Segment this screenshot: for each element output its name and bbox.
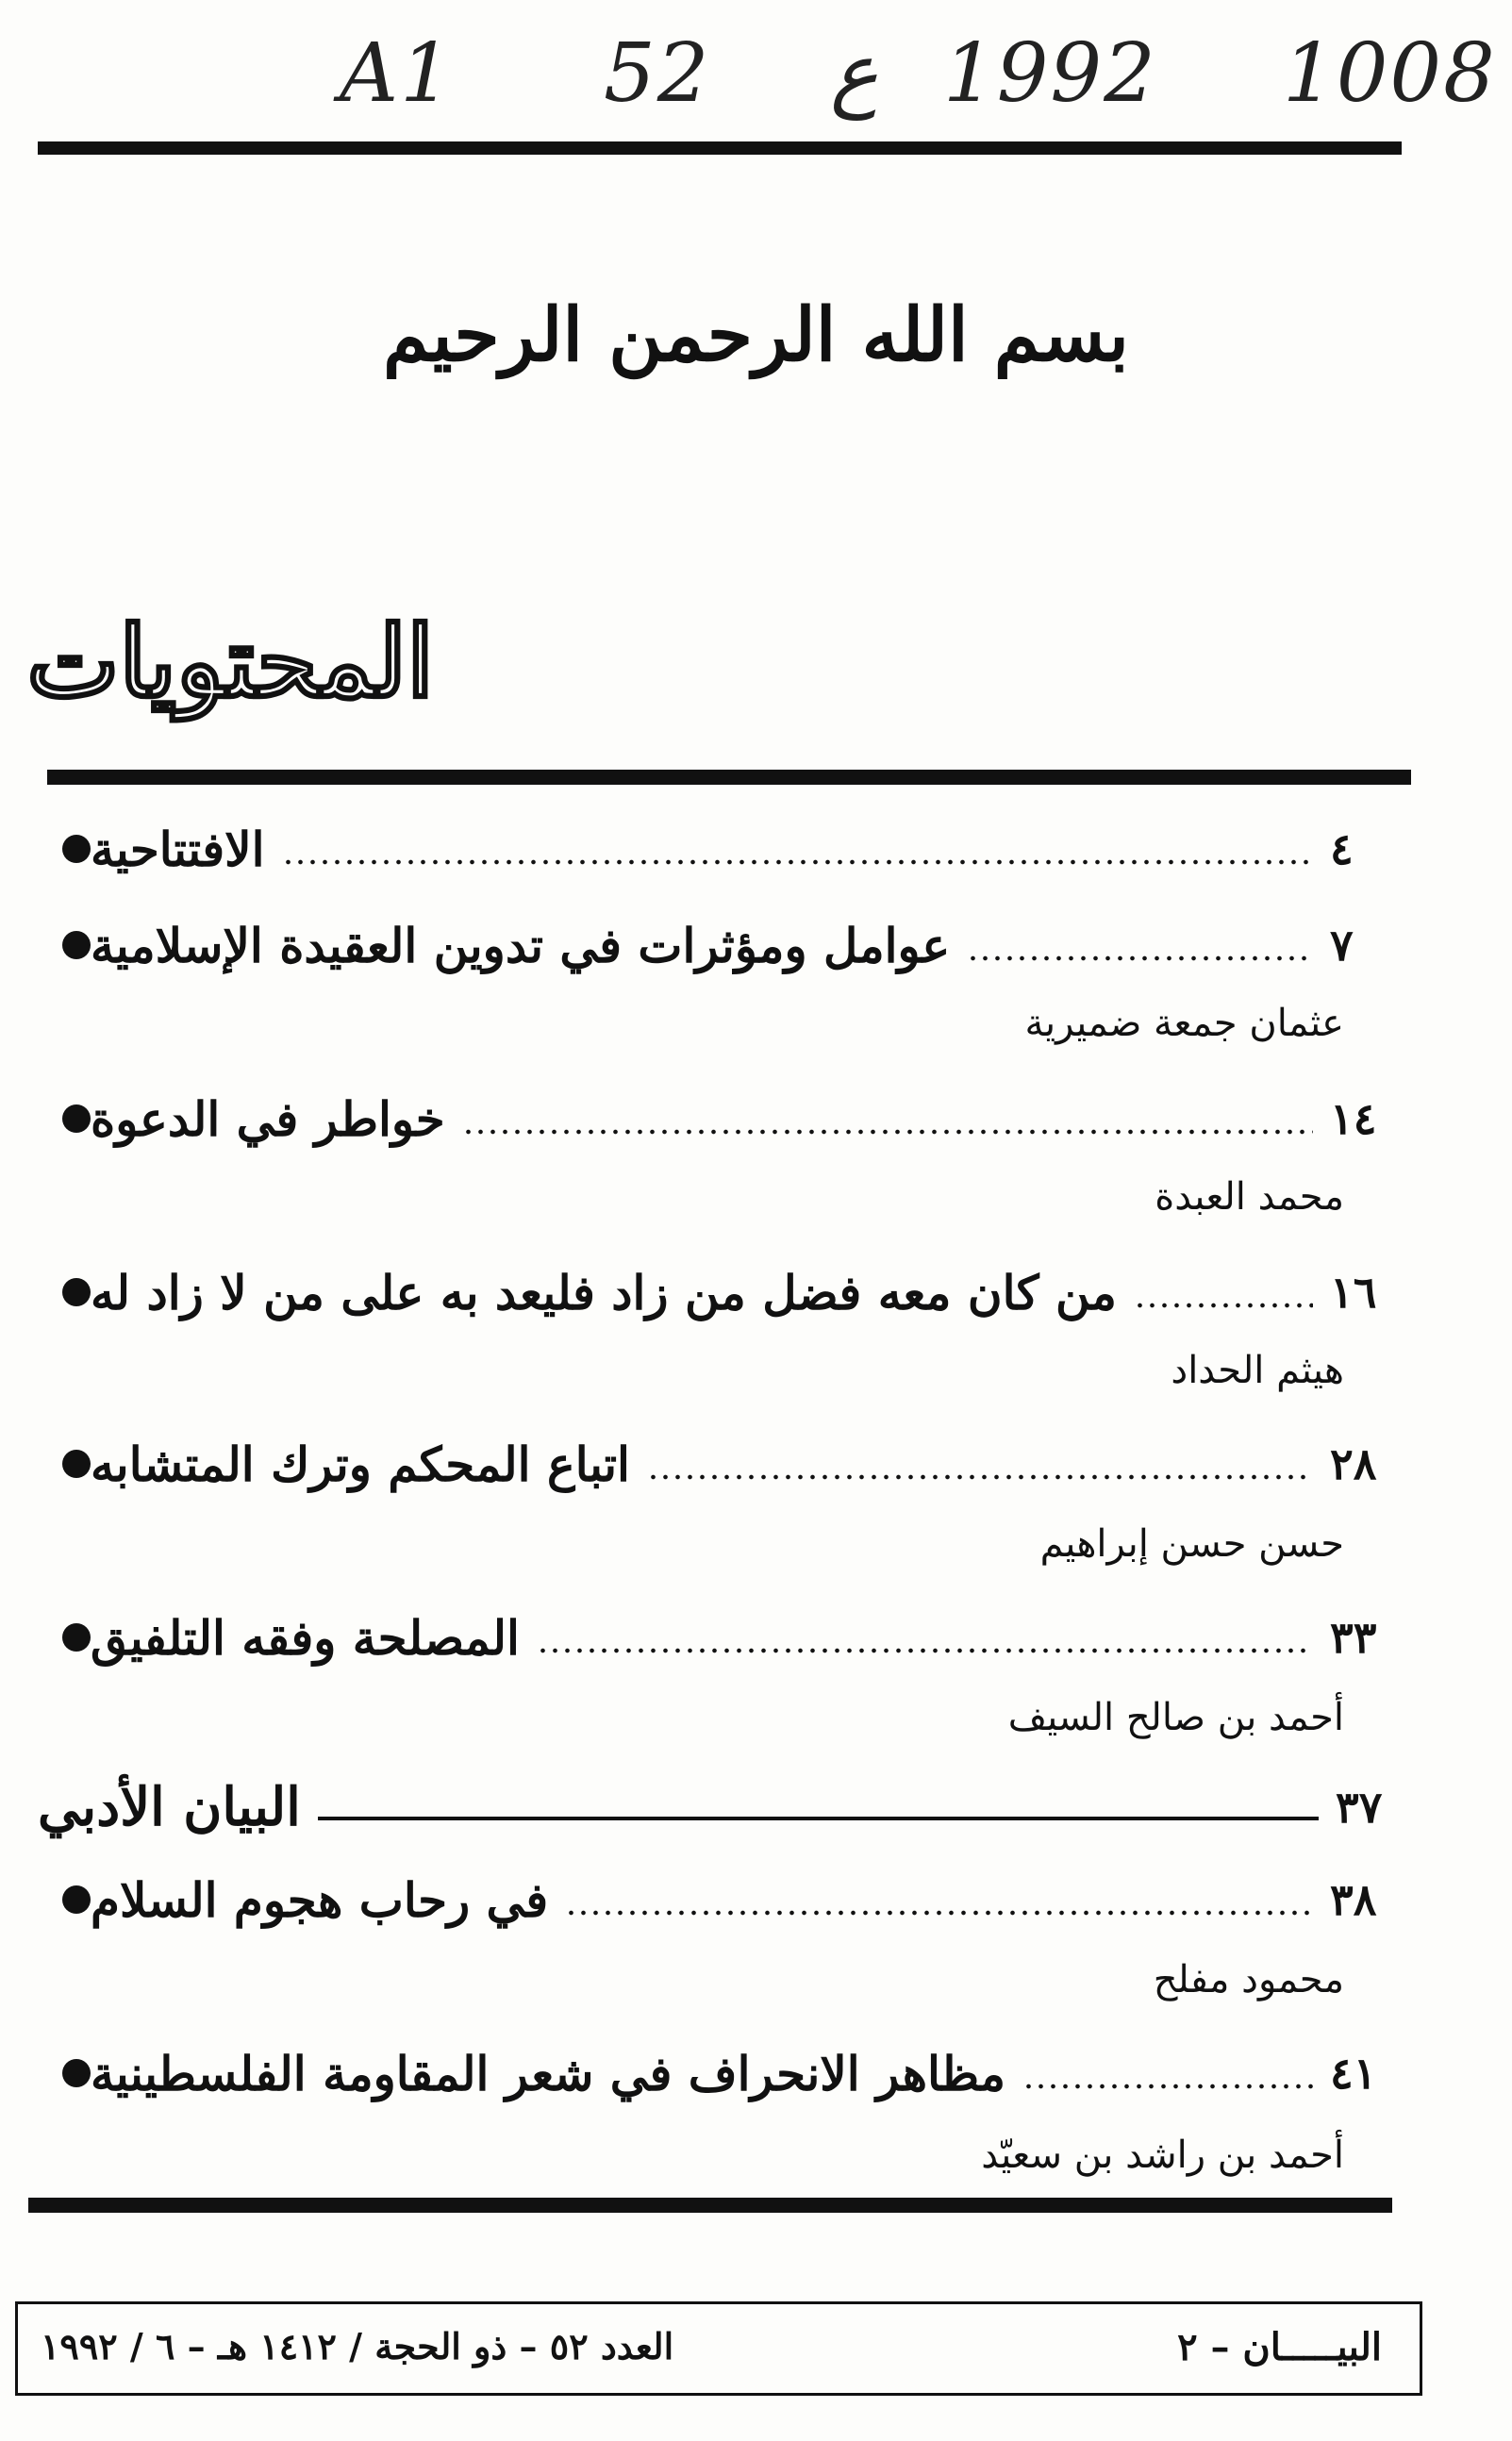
toc-entry[interactable]	[38, 1254, 1396, 1330]
bullet-icon	[62, 1104, 91, 1133]
toc-entry-title: في رحاب هجوم السلام	[91, 1871, 549, 1928]
handwritten-code-5: 1008	[1283, 26, 1497, 121]
section-heading-page: ٣٧	[1336, 1782, 1383, 1833]
toc-entry-page: ٢٨	[1330, 1438, 1377, 1489]
toc-entry-title: المصلحة وفقه التلفيق	[91, 1609, 520, 1666]
toc-entry[interactable]	[38, 1862, 1396, 1937]
toc-entry-page: ٣٣	[1330, 1612, 1377, 1663]
bottom-rule	[28, 2198, 1392, 2213]
bullet-icon	[62, 1278, 91, 1306]
handwritten-code-2: 52	[604, 26, 711, 121]
toc-entry[interactable]	[38, 1081, 1396, 1156]
leader-dots	[967, 955, 1313, 961]
leader-dots	[282, 859, 1313, 865]
leader-dots	[647, 1474, 1313, 1480]
bullet-icon	[62, 2059, 91, 2087]
bullet-icon	[62, 1623, 91, 1652]
section-leader-line	[318, 1817, 1319, 1820]
toc-entry[interactable]	[38, 1600, 1396, 1675]
leader-dots	[565, 1910, 1313, 1916]
toc-entry-page: ٣٨	[1330, 1874, 1377, 1925]
handwritten-code-4: 1992	[943, 26, 1157, 121]
toc-entry-title: عوامل ومؤثرات في تدوين العقيدة الإسلامية	[91, 917, 951, 973]
footer-journal-page: البيـــــان – ٢	[1177, 2325, 1382, 2369]
bullet-icon	[62, 1885, 91, 1914]
bullet-icon	[62, 835, 91, 863]
section-heading[interactable]	[38, 1769, 1402, 1845]
leader-dots	[537, 1648, 1313, 1653]
toc-entry[interactable]	[38, 907, 1396, 983]
basmala: بسم الله الرحمن الرحيم	[382, 292, 1130, 378]
footer	[15, 2301, 1422, 2396]
toc-entry[interactable]	[38, 1426, 1396, 1502]
toc-entry-author: محمد العبدة	[1155, 1175, 1344, 1219]
toc-entry-author: أحمد بن صالح السيف	[1007, 1696, 1344, 1739]
toc-entry[interactable]	[38, 2035, 1396, 2111]
toc-entry-page: ١٤	[1330, 1093, 1377, 1144]
toc-entry-author: هيثم الحداد	[1171, 1349, 1344, 1392]
handwritten-code-1: A1	[340, 26, 454, 121]
toc-entry-page: ٤	[1330, 823, 1354, 874]
toc-entry-page: ٧	[1330, 920, 1354, 971]
toc-entry-title: من كان معه فضل من زاد فليعد به على من لا زاد له	[91, 1264, 1117, 1320]
toc-entry-title: الافتتاحية	[91, 821, 265, 877]
leader-dots	[1134, 1303, 1313, 1308]
toc-entry-title: مظاهر الانحراف في شعر المقاومة الفلسطينية	[91, 2045, 1006, 2101]
toc-entry-page: ٤١	[1330, 2048, 1377, 2099]
toc-entry-author: محمود مفلح	[1153, 1958, 1344, 2001]
leader-dots	[1022, 2084, 1313, 2089]
top-rule	[38, 141, 1402, 155]
bullet-icon	[62, 931, 91, 959]
bullet-icon	[62, 1450, 91, 1478]
toc-entry-title: اتباع المحكم وترك المتشابه	[91, 1436, 630, 1492]
toc-entry-page: ١٦	[1330, 1267, 1377, 1318]
toc-entry-author: عثمان جمعة ضميرية	[1024, 1002, 1344, 1045]
toc-entry-author: أحمد بن راشد بن سعيّد	[981, 2134, 1344, 2177]
toc-entry[interactable]	[38, 811, 1396, 887]
leader-dots	[462, 1129, 1313, 1135]
toc-entry-title: خواطر في الدعوة	[91, 1090, 445, 1147]
contents-title: المحتويات	[26, 604, 434, 720]
footer-issue-date: العدد ٥٢ – ذو الحجة / ١٤١٢ هـ – ٦ / ١٩٩٢	[41, 2325, 674, 2367]
section-heading-title: البيان الأدبي	[38, 1776, 301, 1838]
toc-entry-author: حسن حسن إبراهيم	[1039, 1522, 1344, 1566]
handwritten-catalog-codes	[0, 26, 1512, 130]
contents-rule	[47, 770, 1411, 785]
handwritten-code-3: ع	[830, 26, 879, 121]
